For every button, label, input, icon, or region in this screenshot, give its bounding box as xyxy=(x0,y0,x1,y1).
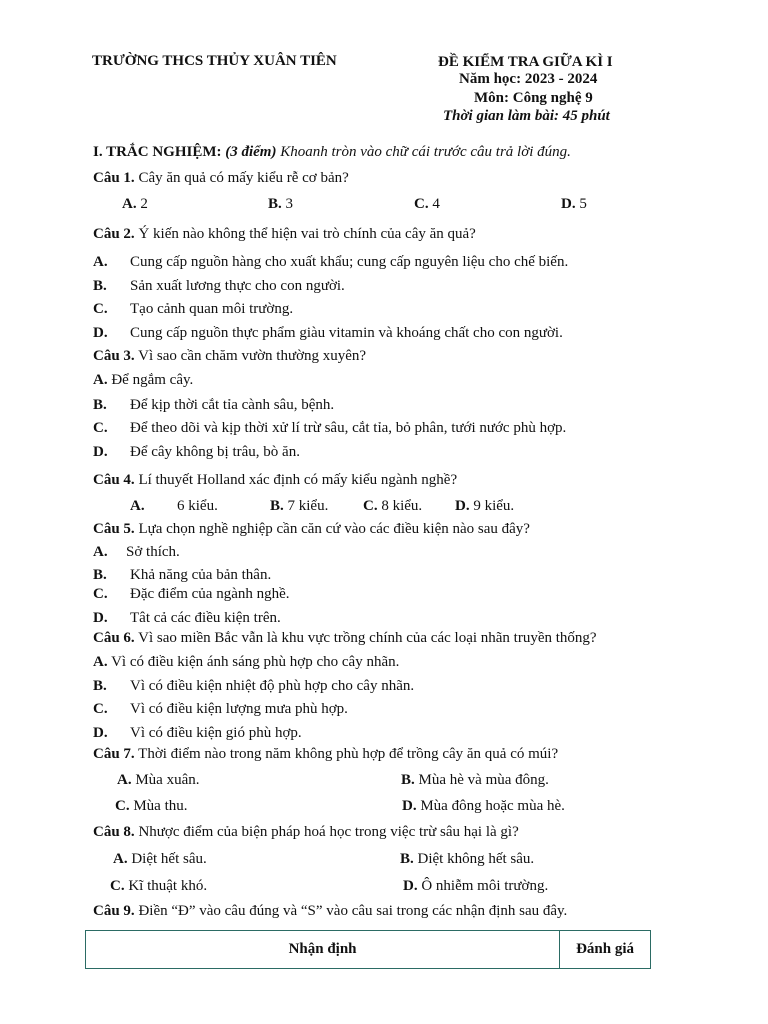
question-label: Câu 8. xyxy=(93,824,135,840)
option-letter: B. xyxy=(270,498,284,514)
option-letter: D. xyxy=(455,498,470,514)
q3-option-b[interactable] xyxy=(93,396,107,414)
q6-option-a[interactable] xyxy=(93,653,399,671)
q7-option-b[interactable] xyxy=(401,771,549,789)
question-6 xyxy=(93,629,597,647)
question-label: Câu 1. xyxy=(93,170,135,186)
question-label: Câu 9. xyxy=(93,903,135,919)
q3-option-b-text: Để kịp thời cắt tỉa cành sâu, bệnh. xyxy=(130,397,335,413)
option-letter: B. xyxy=(93,278,107,294)
q2-option-b[interactable] xyxy=(93,277,107,295)
q4-option-d[interactable] xyxy=(455,497,514,515)
q2-option-c-text: Tạo cảnh quan môi trường. xyxy=(130,301,294,317)
question-text: Thời điểm nào trong năm không phù hợp để trồng cây ăn quả có múi? xyxy=(138,746,559,762)
option-text: Ô nhiễm môi trường. xyxy=(421,878,549,894)
option-letter: C. xyxy=(414,196,429,212)
option-letter: C. xyxy=(363,498,378,514)
question-5 xyxy=(93,520,530,538)
option-text: 7 kiểu. xyxy=(287,498,329,514)
q5-option-b-text: Khả năng của bản thân. xyxy=(130,567,272,583)
column-header-assessment: Đánh giá xyxy=(560,931,651,969)
option-letter: D. xyxy=(93,444,108,460)
option-text: Vì có điều kiện ánh sáng phù hợp cho cây nhãn. xyxy=(111,654,400,670)
evaluation-table xyxy=(85,930,651,969)
question-text: Vì sao miền Bắc vẫn là khu vực trồng chính của các loại nhãn truyền thống? xyxy=(138,630,597,646)
option-text: Diệt không hết sâu. xyxy=(417,851,535,867)
q4-option-a[interactable] xyxy=(130,497,145,515)
option-text: Mùa thu. xyxy=(133,798,188,814)
option-letter: A. xyxy=(117,772,132,788)
question-label: Câu 4. xyxy=(93,472,135,488)
q8-option-a[interactable] xyxy=(113,850,207,868)
q3-option-c[interactable] xyxy=(93,419,108,437)
option-letter: A. xyxy=(93,372,108,388)
question-4 xyxy=(93,471,457,489)
option-text: 2 xyxy=(140,196,148,212)
option-letter: B. xyxy=(93,567,107,583)
option-letter: C. xyxy=(93,420,108,436)
q8-option-b[interactable] xyxy=(400,850,534,868)
option-letter: B. xyxy=(401,772,415,788)
school-name: TRƯỜNG THCS THỦY XUÂN TIÊN xyxy=(92,53,337,69)
q3-option-c-text: Để theo dõi và kịp thời xử lí trừ sâu, cắt tỉa, bỏ phân, tưới nước phù hợp. xyxy=(130,420,567,436)
option-letter: C. xyxy=(110,878,125,894)
section-title: I. TRẮC NGHIỆM: xyxy=(93,144,222,160)
option-letter: C. xyxy=(93,301,108,317)
option-letter: A. xyxy=(93,544,108,560)
q4-option-b[interactable] xyxy=(270,497,328,515)
q7-option-d[interactable] xyxy=(402,797,565,815)
q3-option-d[interactable] xyxy=(93,443,108,461)
q3-option-d-text: Để cây không bị trâu, bò ăn. xyxy=(130,444,300,460)
question-text: Điền “Đ” vào câu đúng và “S” vào câu sai trong các nhận định sau đây. xyxy=(138,903,568,919)
q2-option-a[interactable] xyxy=(93,253,108,271)
option-text: 5 xyxy=(579,196,587,212)
duration: Thời gian làm bài: 45 phút xyxy=(443,108,610,124)
question-text: Lí thuyết Holland xác định có mấy kiểu ngành nghề? xyxy=(138,472,458,488)
option-letter: D. xyxy=(93,610,108,626)
option-letter: A. xyxy=(113,851,128,867)
table-header-row xyxy=(86,931,651,969)
exam-title: ĐỀ KIỂM TRA GIỮA KÌ I xyxy=(438,54,613,70)
question-9 xyxy=(93,902,567,920)
option-text: Diệt hết sâu. xyxy=(131,851,207,867)
column-header-statement: Nhận định xyxy=(86,931,560,969)
option-text: Kĩ thuật khó. xyxy=(128,878,208,894)
section-heading xyxy=(93,143,571,161)
option-letter: A. xyxy=(93,254,108,270)
option-letter: B. xyxy=(93,397,107,413)
q3-option-a[interactable] xyxy=(93,371,193,389)
q5-option-a[interactable] xyxy=(93,543,108,561)
q4-option-c[interactable] xyxy=(363,497,422,515)
q5-option-c-text: Đặc điểm của ngành nghề. xyxy=(130,586,290,602)
option-text: 9 kiểu. xyxy=(473,498,515,514)
q7-option-a[interactable] xyxy=(117,771,200,789)
q5-option-d-text: Tât cả các điều kiện trên. xyxy=(130,610,281,626)
option-letter: B. xyxy=(268,196,282,212)
q1-option-d[interactable] xyxy=(561,195,587,213)
question-text: Ý kiến nào không thể hiện vai trò chính của cây ăn quả? xyxy=(138,226,476,242)
question-label: Câu 5. xyxy=(93,521,135,537)
option-letter: D. xyxy=(93,725,108,741)
option-letter: D. xyxy=(93,325,108,341)
option-letter: A. xyxy=(93,654,108,670)
q5-option-b[interactable] xyxy=(93,566,107,584)
option-text: 4 xyxy=(432,196,440,212)
question-text: Vì sao cần chăm vườn thường xuyên? xyxy=(138,348,367,364)
option-letter: D. xyxy=(561,196,576,212)
q1-option-c[interactable] xyxy=(414,195,440,213)
q2-option-a-text: Cung cấp nguồn hàng cho xuất khẩu; cung cấp nguyên liệu cho chế biến. xyxy=(130,254,569,270)
q7-option-c[interactable] xyxy=(115,797,188,815)
question-text: Nhược điểm của biện pháp hoá học trong việc trừ sâu hại là gì? xyxy=(138,824,519,840)
q6-option-d-text: Vì có điều kiện gió phù hợp. xyxy=(130,725,302,741)
option-letter: A. xyxy=(130,498,145,514)
question-text: Lựa chọn nghề nghiệp cần căn cứ vào các điều kiện nào sau đây? xyxy=(138,521,530,537)
q5-option-d[interactable] xyxy=(93,609,108,627)
option-letter: D. xyxy=(402,798,417,814)
option-text: 8 kiểu. xyxy=(381,498,423,514)
q2-option-d-text: Cung cấp nguồn thực phẩm giàu vitamin và khoáng chất cho con người. xyxy=(130,325,563,341)
option-letter: C. xyxy=(93,586,108,602)
option-text: Mùa hè và mùa đông. xyxy=(418,772,549,788)
q6-option-c[interactable] xyxy=(93,700,108,718)
section-points: (3 điểm) xyxy=(225,144,277,160)
q2-option-d[interactable] xyxy=(93,324,108,342)
q6-option-d[interactable] xyxy=(93,724,108,742)
question-label: Câu 6. xyxy=(93,630,135,646)
option-letter: B. xyxy=(400,851,414,867)
question-2 xyxy=(93,225,476,243)
q4-option-a-text: 6 kiểu. xyxy=(177,498,218,514)
option-text: Để ngắm cây. xyxy=(111,372,194,388)
q5-option-c[interactable] xyxy=(93,585,108,603)
option-text: 3 xyxy=(285,196,294,212)
q6-option-c-text: Vì có điều kiện lượng mưa phù hợp. xyxy=(130,701,348,717)
q1-option-b[interactable] xyxy=(268,195,293,213)
section-instruction: Khoanh tròn vào chữ cái trước câu trả lời đúng. xyxy=(280,144,571,160)
q5-option-a-text: Sở thích. xyxy=(126,544,180,560)
subject: Môn: Công nghệ 9 xyxy=(474,90,593,106)
question-7 xyxy=(93,745,558,763)
option-text: Mùa xuân. xyxy=(135,772,200,788)
q8-option-d[interactable] xyxy=(403,877,548,895)
q2-option-b-text: Sản xuất lương thực cho con người. xyxy=(130,278,345,294)
option-letter: A. xyxy=(122,196,137,212)
question-3 xyxy=(93,347,366,365)
option-letter: C. xyxy=(115,798,130,814)
q6-option-b[interactable] xyxy=(93,677,107,695)
question-label: Câu 3. xyxy=(93,348,135,364)
question-8 xyxy=(93,823,519,841)
option-text: Mùa đông hoặc mùa hè. xyxy=(420,798,565,814)
school-year: Năm học: 2023 - 2024 xyxy=(459,71,598,87)
question-1 xyxy=(93,169,349,187)
question-label: Câu 2. xyxy=(93,226,135,242)
option-letter: B. xyxy=(93,678,107,694)
q2-option-c[interactable] xyxy=(93,300,108,318)
question-label: Câu 7. xyxy=(93,746,135,762)
option-letter: C. xyxy=(93,701,108,717)
q8-option-c[interactable] xyxy=(110,877,207,895)
q1-option-a[interactable] xyxy=(122,195,148,213)
q6-option-b-text: Vì có điều kiện nhiệt độ phù hợp cho cây nhãn. xyxy=(130,678,415,694)
option-letter: D. xyxy=(403,878,418,894)
question-text: Cây ăn quả có mấy kiểu rễ cơ bản? xyxy=(138,170,349,186)
